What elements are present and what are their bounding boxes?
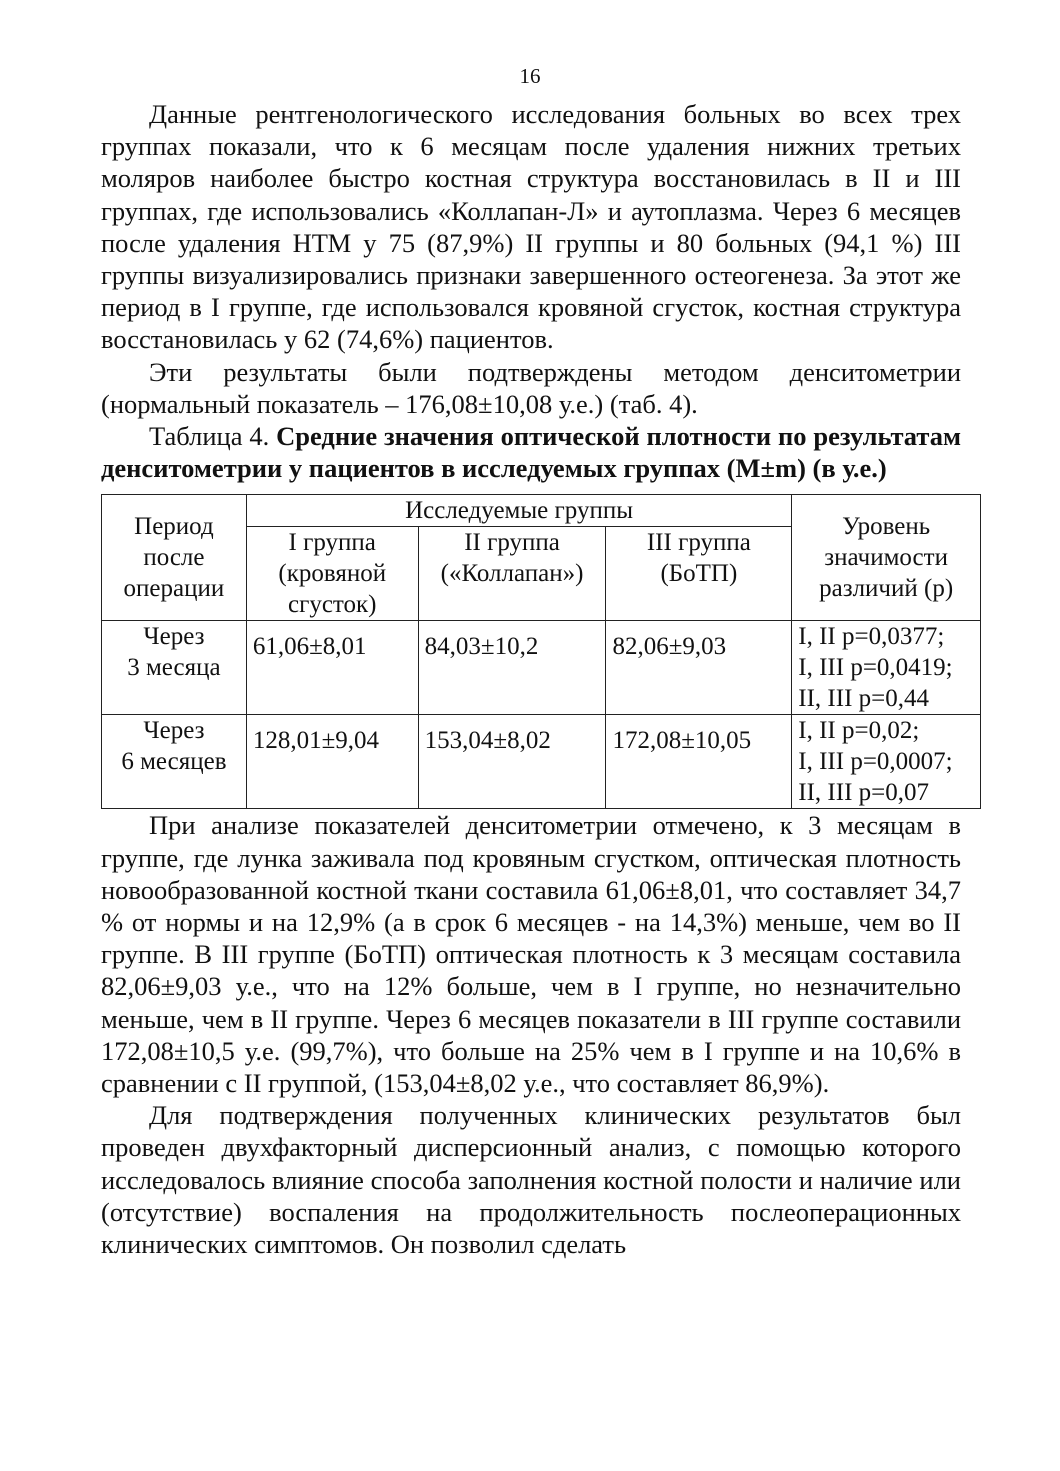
header-group1-line: I группа <box>288 529 376 557</box>
header-group1-line: (кровяной <box>278 560 387 588</box>
cell-significance <box>792 715 981 809</box>
paragraph-densitometry-analysis: При анализе показателей денситометрии отмечено, к 3 месяцам в группе, где лунка заживала под кровяным сгустком, оптическая плотность новообразованной костной ткани составила 61,06±8,01, что составляет 34,7 % от нормы и на 12,9% (а в срок 6 месяцев - на 14,3%) меньше, чем во II группе. В III группе (БоТП) оптическая плотность к 3 месяцам составила 82,06±9,03 у.е., что на 12% больше, чем в I группе, но незначительно меньше, чем в II группе. Через 6 месяцев показатели в III группе составили 172,08±10,5 у.е. (99,7%), что больше на 25% чем в I группе и на 10,6% в сравнении с II группой, (153,04±8,02 у.е., что составляет 86,9%). <box>101 810 961 1099</box>
significance-line: II, III p=0,07 <box>798 779 929 807</box>
row-period <box>102 715 247 809</box>
cell-group2-value: 153,04±8,02 <box>418 715 606 809</box>
cell-group3-value: 172,08±10,05 <box>606 715 792 809</box>
row-period-line: 6 месяцев <box>121 748 227 776</box>
header-group3-line: III группа <box>646 529 751 557</box>
page-number: 16 <box>519 64 541 88</box>
header-group1 <box>246 527 418 621</box>
row-period-line: 3 месяца <box>127 654 221 682</box>
density-table <box>101 494 981 809</box>
page-content <box>101 98 961 1260</box>
significance-line: I, II p=0,02; <box>798 717 920 745</box>
table-caption <box>101 420 961 484</box>
header-group3-line: (БоТП) <box>660 560 738 588</box>
header-groups-title: Исследуемые группы <box>246 495 791 527</box>
header-significance-line: различий (р) <box>819 575 954 603</box>
table-row <box>102 621 981 715</box>
paragraph-anova: Для подтверждения полученных клинических результатов был проведен двухфакторный дисперсионный анализ, с помощью которого исследовалось влияние способа заполнения костной полости и наличие или (отсутствие) воспаления на продолжительность послеоперационных клинических симптомов. Он позволил сделать <box>101 1100 961 1260</box>
significance-line: I, III p=0,0007; <box>798 748 953 776</box>
header-significance <box>792 495 981 621</box>
header-group2 <box>418 527 606 621</box>
cell-group1-value: 61,06±8,01 <box>246 621 418 715</box>
header-period-line: Период <box>134 513 214 541</box>
header-group3 <box>606 527 792 621</box>
row-period-line: Через <box>143 623 205 651</box>
header-period <box>102 495 247 621</box>
significance-line: I, II p=0,0377; <box>798 623 945 651</box>
paragraph-xray-results: Данные рентгенологического исследования больных во всех трех группах показали, что к 6 месяцам после удаления нижних третьих моляров наиболее быстро костная структура восстановилась в II и III группах, где использовались «Коллапан-Л» и аутоплазма. Через 6 месяцев после удаления НТМ у 75 (87,9%) II группы и 80 больных (94,1 %) III группы визуализировались признаки завершенного остеогенеза. За этот же период в I группе, где использовался кровяной сгусток, костная структура восстановилась у 62 (74,6%) пациентов. <box>101 99 961 355</box>
table-row <box>102 715 981 809</box>
table-caption-title: Средние значения оптической плотности по результатам денситометрии у пациентов в исследуемых группах (M±m) (в у.е.) <box>101 421 961 484</box>
significance-line: I, III p=0,0419; <box>798 654 953 682</box>
cell-group3-value: 82,06±9,03 <box>606 621 792 715</box>
cell-significance <box>792 621 981 715</box>
row-period-line: Через <box>143 717 205 745</box>
header-period-line: операции <box>123 575 225 603</box>
table-caption-label: Таблица 4. <box>149 421 270 452</box>
header-group1-line: сгусток) <box>287 591 377 619</box>
cell-group1-value: 128,01±9,04 <box>246 715 418 809</box>
header-significance-line: значимости <box>824 544 948 572</box>
significance-line: II, III p=0,44 <box>798 685 929 713</box>
table-header-row <box>102 495 981 527</box>
header-group2-line: («Коллапан») <box>440 560 584 588</box>
row-period <box>102 621 247 715</box>
cell-group2-value: 84,03±10,2 <box>418 621 606 715</box>
header-group2-line: II группа <box>464 529 560 557</box>
paragraph-densitometry-intro: Эти результаты были подтверждены методом денситометрии (нормальный показатель – 176,08±10,08 у.е.) (таб. 4). <box>101 356 961 419</box>
header-period-line: после <box>143 544 205 572</box>
header-significance-line: Уровень <box>842 513 931 541</box>
